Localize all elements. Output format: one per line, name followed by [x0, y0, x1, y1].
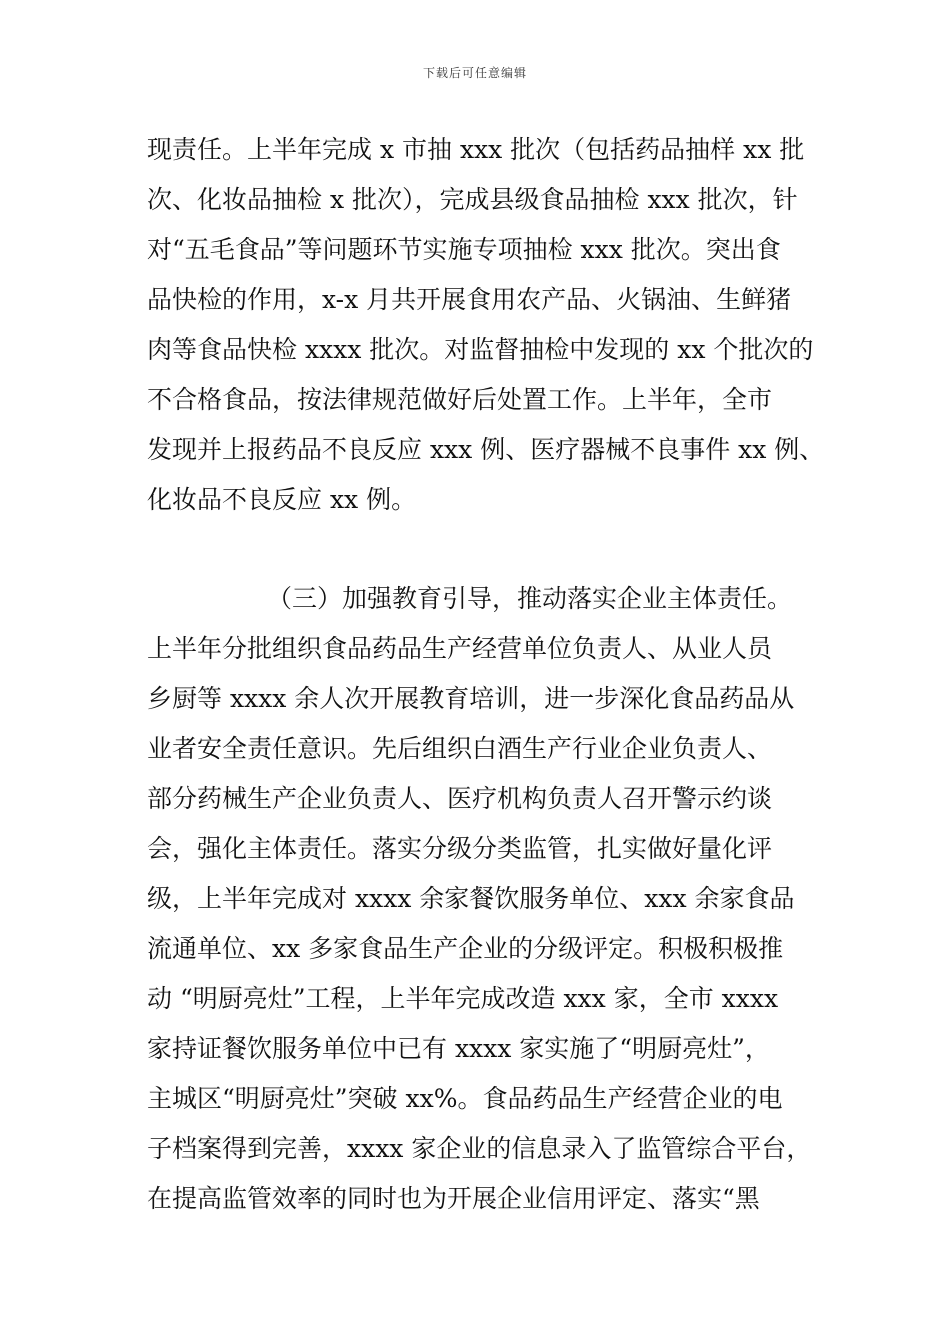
- paragraph-1: [147, 125, 837, 525]
- text-line: 发现并上报药品不良反应 xxx 例、医疗器械不良事件 xx 例、: [147, 435, 825, 464]
- text-line: 次、化妆品抽检 x 批次），完成县级食品抽检 xxx 批次，针: [147, 185, 798, 214]
- paragraph-2: [147, 574, 837, 1224]
- text-line: 化妆品不良反应 xx 例。: [147, 485, 417, 514]
- text-line: 会，强化主体责任。落实分级分类监管，扎实做好量化评: [147, 834, 773, 863]
- text-line: 家持证餐饮服务单位中已有 xxxx 家实施了“明厨亮灶”，: [147, 1034, 770, 1063]
- page-header: 下载后可任意编辑: [422, 66, 527, 80]
- text-line: 业者安全责任意识。先后组织白酒生产行业企业负责人、: [147, 734, 773, 763]
- text-line: 上半年分批组织食品药品生产经营单位负责人、从业人员: [147, 634, 773, 663]
- text-line: 级，上半年完成对 xxxx 余家餐饮服务单位、xxx 余家食品: [147, 884, 795, 913]
- text-line: 在提高监管效率的同时也为开展企业信用评定、落实“黑: [147, 1184, 760, 1213]
- text-line: 品快检的作用，x-x 月共开展食用农产品、火锅油、生鲜猪: [147, 285, 792, 314]
- text-line: 动 “明厨亮灶”工程，上半年完成改造 xxx 家，全市 xxxx: [147, 984, 779, 1013]
- text-line: 现责任。上半年完成 x 市抽 xxx 批次（包括药品抽样 xx 批: [147, 135, 805, 164]
- section-heading: （三）加强教育引导，推动落实企业主体责任。: [267, 584, 793, 613]
- text-line: 流通单位、xx 多家食品生产企业的分级评定。积极积极推: [147, 934, 784, 963]
- text-line: 不合格食品，按法律规范做好后处置工作。上半年，全市: [147, 385, 773, 414]
- text-line: 肉等食品快检 xxxx 批次。对监督抽检中发现的 xx 个批次的: [147, 335, 814, 364]
- text-line: 部分药械生产企业负责人、医疗机构负责人召开警示约谈: [147, 784, 773, 813]
- text-line: 乡厨等 xxxx 余人次开展教育培训，进一步深化食品药品从: [147, 684, 795, 713]
- text-line: 主城区“明厨亮灶”突破 xx%。食品药品生产经营企业的电: [147, 1084, 783, 1113]
- text-line: 子档案得到完善，xxxx 家企业的信息录入了监管综合平台，: [147, 1134, 812, 1163]
- text-line: 对“五毛食品”等问题环节实施专项抽检 xxx 批次。突出食: [147, 235, 781, 264]
